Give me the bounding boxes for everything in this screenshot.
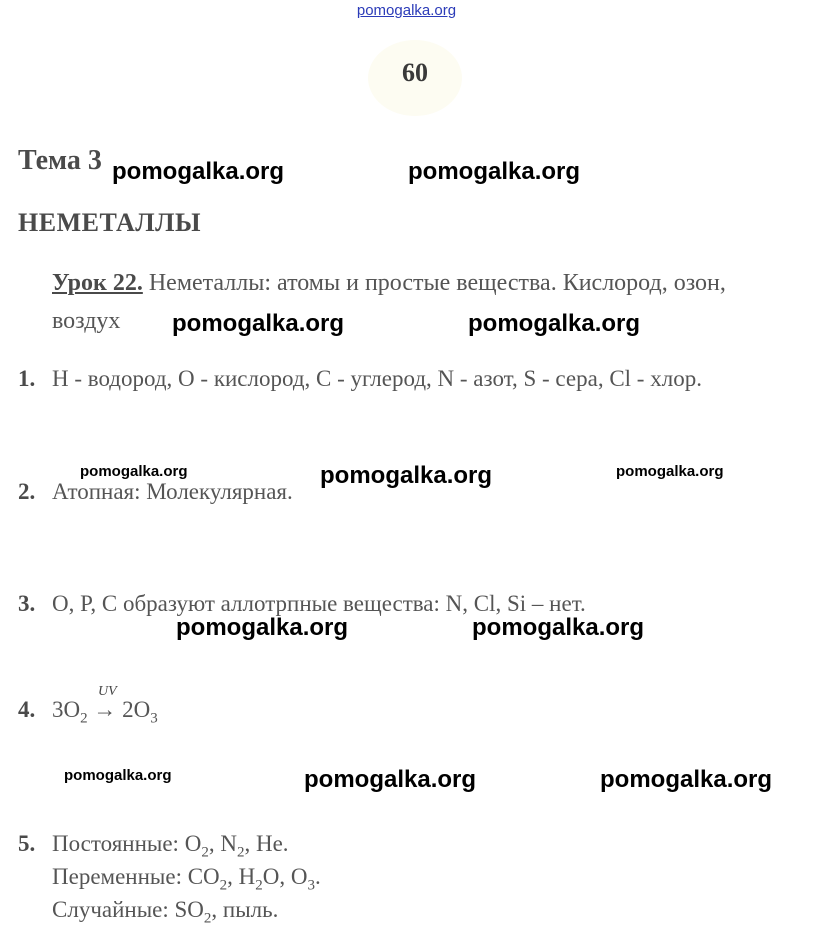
- watermark: pomogalka.org: [472, 614, 645, 641]
- line-label: Переменные:: [52, 864, 188, 889]
- formula-part: , H: [227, 864, 256, 889]
- formula-part: SO: [174, 897, 204, 922]
- watermark: pomogalka.org: [600, 766, 773, 793]
- item-5-line-variable: [52, 864, 321, 895]
- answer-item-2: [18, 479, 293, 505]
- formula-subscript: 3: [307, 877, 316, 894]
- formula-part: , He.: [244, 831, 289, 856]
- formula-part: , пыль.: [211, 897, 279, 922]
- formula-part: .: [315, 864, 321, 889]
- formula-part: O, O: [262, 864, 308, 889]
- answer-item-4: [18, 697, 158, 728]
- reactant-subscript: 2: [80, 710, 88, 727]
- formula-part: , N: [208, 831, 237, 856]
- lesson-title-line1: Неметаллы: атомы и простые вещества. Кислород, озон,: [148, 270, 726, 296]
- site-watermark-link[interactable]: pomogalka.org: [356, 2, 457, 19]
- item-5-line-constant: [52, 831, 289, 862]
- answer-item-1: [18, 366, 702, 392]
- reactant: 3O: [52, 697, 81, 722]
- section-title: НЕМЕТАЛЛЫ: [18, 208, 202, 237]
- formula-part: O: [184, 831, 202, 856]
- formula-subscript: 2: [236, 844, 245, 861]
- formula-subscript: 2: [255, 877, 263, 894]
- watermark: pomogalka.org: [80, 463, 188, 480]
- product-subscript: 3: [150, 710, 158, 727]
- item-number: 3.: [18, 591, 36, 616]
- lesson-number: Урок 22.: [52, 270, 143, 296]
- item-text: O, P, C образуют аллотрпные вещества: N, Cl, Si – нет.: [52, 591, 586, 616]
- reaction-arrow: →: [93, 697, 117, 722]
- line-label: Постоянные:: [52, 831, 185, 856]
- answer-item-5-number: [18, 831, 52, 857]
- item-text: Атопная: Молекулярная.: [52, 479, 293, 504]
- item-number: 2.: [18, 479, 36, 504]
- watermark: pomogalka.org: [112, 158, 285, 185]
- reaction-condition: UV: [98, 684, 117, 699]
- lesson-title-line2: воздух: [52, 308, 121, 334]
- page-number: 60: [402, 58, 428, 87]
- watermark: pomogalka.org: [468, 310, 641, 337]
- product: 2O: [122, 697, 151, 722]
- item-number: 5.: [18, 831, 36, 856]
- item-5-line-random: [52, 897, 278, 928]
- watermark: pomogalka.org: [304, 766, 477, 793]
- watermark: pomogalka.org: [64, 767, 172, 784]
- watermark: pomogalka.org: [616, 463, 724, 480]
- watermark: pomogalka.org: [408, 158, 581, 185]
- line-label: Случайные:: [52, 897, 175, 922]
- item-number: 4.: [18, 697, 36, 722]
- formula-subscript: 2: [219, 877, 228, 894]
- formula-subscript: 2: [203, 910, 212, 927]
- item-number: 1.: [18, 366, 36, 391]
- formula-part: CO: [187, 864, 220, 889]
- formula-subscript: 2: [201, 844, 209, 861]
- lesson-heading: [52, 270, 726, 297]
- watermark: pomogalka.org: [320, 462, 493, 489]
- watermark: pomogalka.org: [176, 614, 349, 641]
- item-text: H - водород, O - кислород, C - углерод, N - азот, S - сера, Cl - хлор.: [52, 366, 702, 391]
- topic-title: Тема 3: [18, 145, 102, 176]
- watermark: pomogalka.org: [172, 310, 345, 337]
